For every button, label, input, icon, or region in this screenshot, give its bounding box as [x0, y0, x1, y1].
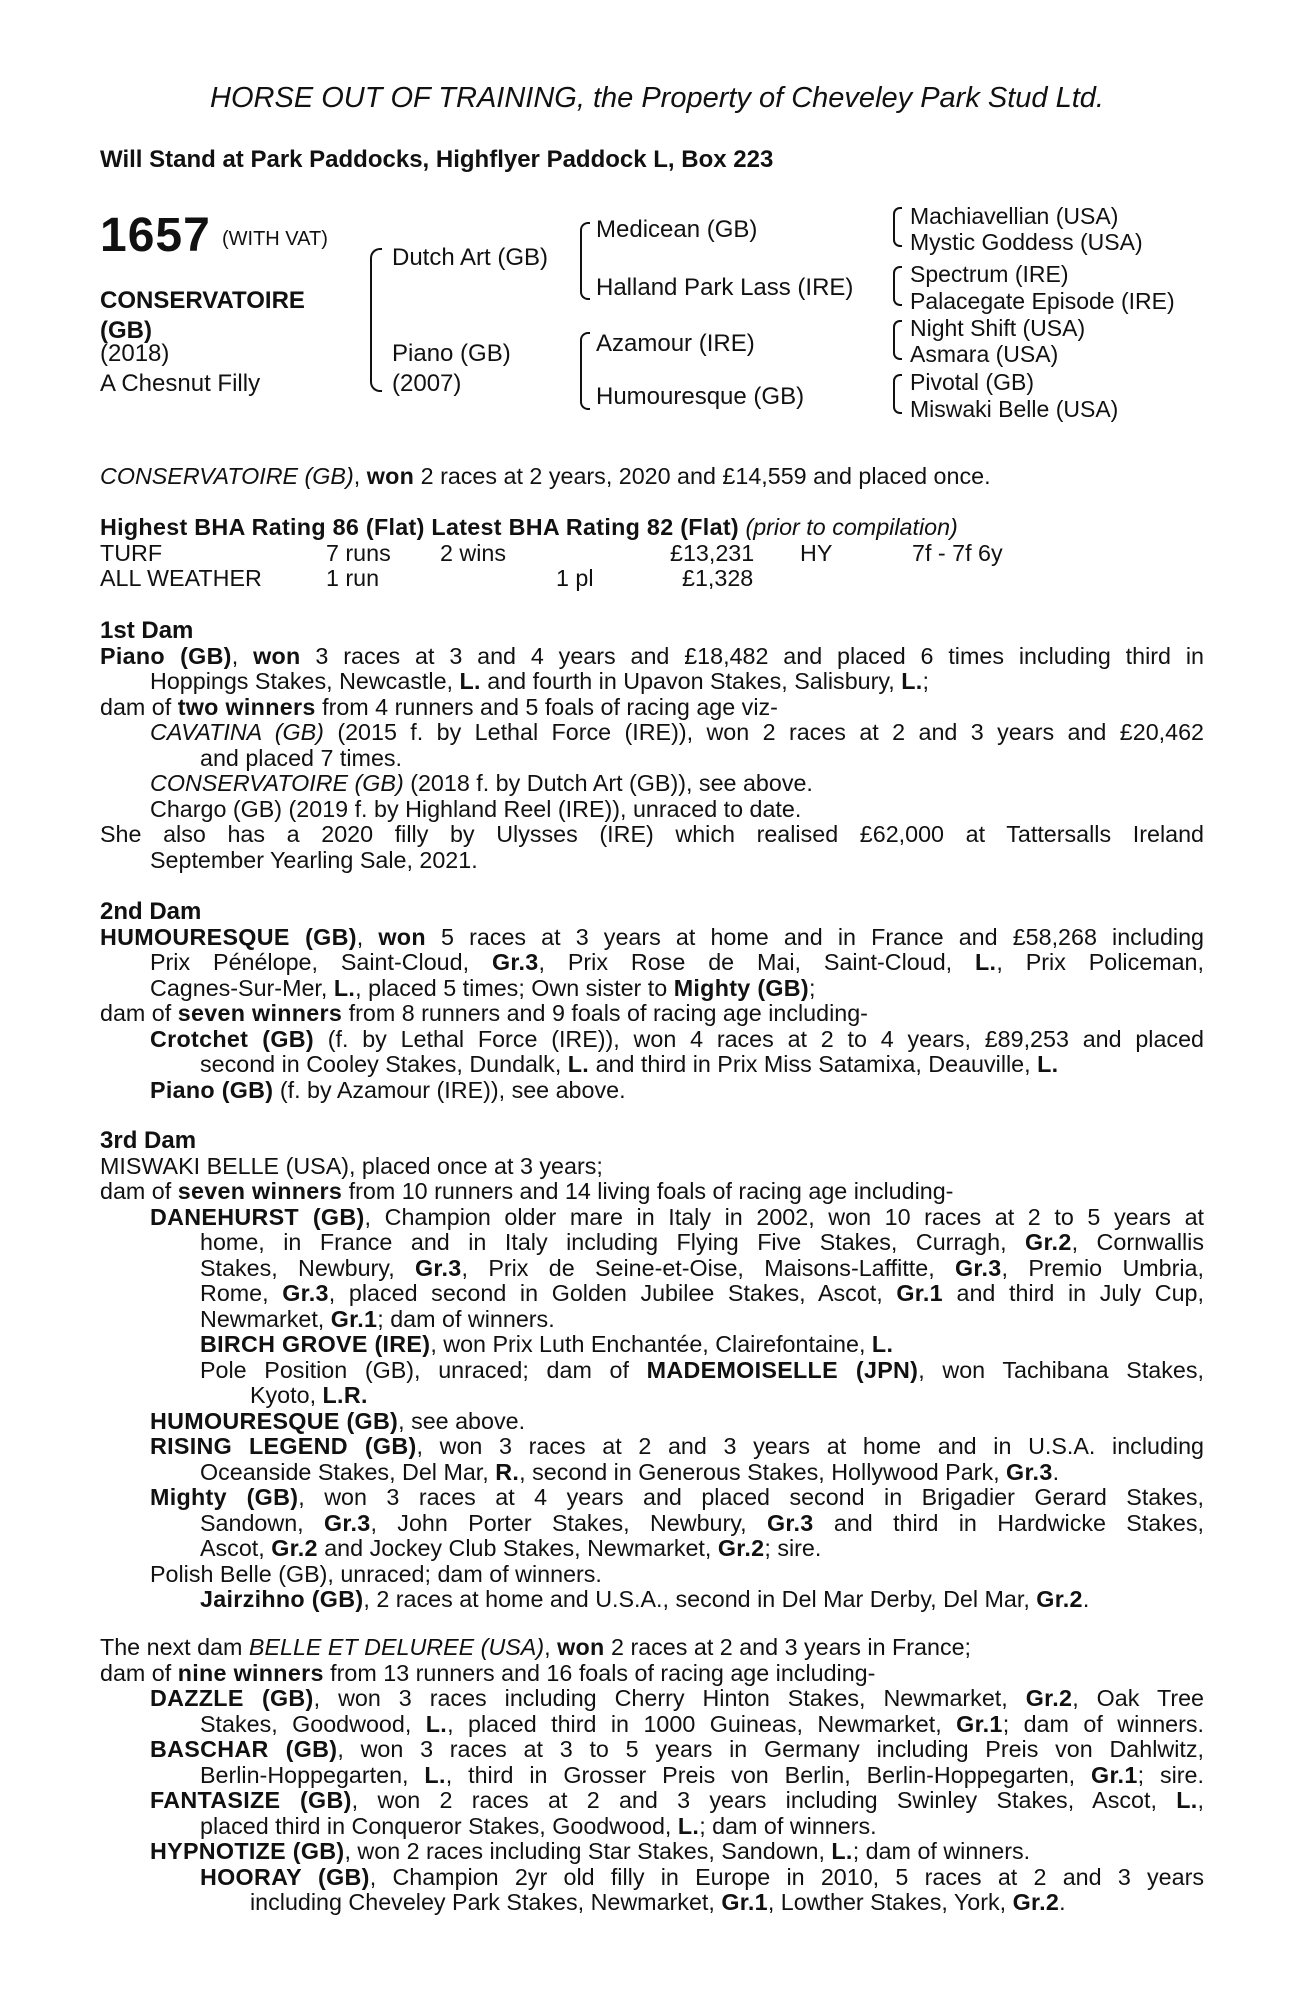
brace-g3-3: [893, 320, 902, 360]
next-l11a: including Cheveley Park Stakes, Newmarket,: [250, 1889, 722, 1915]
dam1-foal-chargo: Chargo (GB) (2019 f. by Highland Reel (IRE)), unraced to date.: [150, 795, 802, 822]
dam3-l14b: , won 3 races at 4 years and placed second in Brigadier Gerard Stakes,: [298, 1484, 1204, 1510]
dam3-name: MISWAKI BELLE (USA), placed once at 3 years;: [100, 1152, 603, 1179]
next-foal-dazzle: DAZZLE (GB): [150, 1685, 314, 1711]
turf-label: TURF: [100, 540, 163, 566]
next-l9c: L.: [831, 1838, 853, 1864]
next-l1c: ,: [544, 1634, 558, 1660]
next-l4c: , placed third in 1000 Guineas, Newmarket,: [447, 1710, 957, 1737]
next-l6b: L.: [424, 1761, 446, 1788]
next-l7d: ,: [1197, 1787, 1205, 1813]
dam3-l13e: .: [1052, 1458, 1060, 1485]
next-l9b: , won 2 races including Star Stakes, Sandown,: [344, 1838, 832, 1864]
dam2-l4a: dam of: [100, 1000, 178, 1026]
next-l2a: dam of: [100, 1659, 178, 1686]
dam3-l18b: , 2 races at home and U.S.A., second in Del Mar Derby, Del Mar,: [363, 1586, 1037, 1612]
g3-horse-1: Machiavellian (USA): [910, 203, 1119, 229]
dam3-foal-humouresque: HUMOURESQUE (GB): [150, 1407, 399, 1434]
aw-label: ALL WEATHER: [100, 565, 262, 591]
vat-label: (WITH VAT): [222, 228, 328, 250]
brace-main: [370, 248, 382, 392]
horse-year: (2018): [100, 340, 170, 367]
aw-amount: £1,328: [682, 565, 754, 591]
dam3-l16b: Gr.2: [271, 1535, 318, 1561]
next-l4d: Gr.1: [956, 1710, 1003, 1737]
dam3-l4a: home, in France and in Italy including Flying Five Stakes, Curragh,: [200, 1229, 1026, 1255]
dam3-l7a: Newmarket,: [200, 1305, 331, 1332]
dam3-l3b: , Champion older mare in Italy in 2002, won 10 races at 2 to 5 years at: [364, 1203, 1204, 1230]
dam2-l6b: L.: [567, 1051, 590, 1077]
dam3-l16a: Ascot,: [200, 1535, 272, 1561]
dam3-l16c: and Jockey Club Stakes, Newmarket,: [317, 1535, 718, 1561]
next-dam-section: [100, 1635, 1204, 1916]
race-summary: CONSERVATOIRE (GB), won 2 races at 2 years, 2020 and £14,559 and placed once.: [100, 463, 991, 489]
next-l2c: from 13 runners and 16 foals of racing age including-: [323, 1659, 876, 1686]
turf-going: HY: [800, 540, 833, 566]
dam1-won: won: [253, 642, 301, 669]
dam3-l2c: from 10 runners and 14 living foals of racing age including-: [342, 1178, 954, 1204]
g3-horse-4: Palacegate Episode (IRE): [910, 288, 1175, 314]
dam2-foal-crotchet: Crotchet (GB): [150, 1025, 314, 1052]
aw-runs: 1 run: [326, 565, 380, 591]
dam2-l3d: Mighty (GB): [673, 974, 809, 1001]
next-l3b: , won 3 races including Cherry Hinton Stakes, Newmarket,: [313, 1685, 1026, 1711]
second-dam-heading: 2nd Dam: [100, 898, 202, 925]
dam2-l2d: L.: [975, 949, 997, 975]
dam3-l13a: Oceanside Stakes, Del Mar,: [200, 1458, 496, 1485]
sire: Dutch Art (GB): [392, 244, 549, 271]
dam3-l6d: Gr.1: [896, 1280, 943, 1306]
dam1-l6b: (2018 f. by Dutch Art (GB)), see above.: [403, 770, 813, 796]
dam3-l5e: , Premio Umbria,: [1001, 1254, 1204, 1281]
dam2-l3e: ;: [808, 974, 816, 1001]
dam1-l2b: L.: [459, 668, 481, 694]
dam1-text: 3 races at 3 and 4 years and £18,482 and placed 6 times including third in: [300, 642, 1204, 669]
next-l11e: .: [1059, 1889, 1066, 1915]
dam3-l7c: ; dam of winners.: [377, 1305, 555, 1332]
next-l10b: , Champion 2yr old filly in Europe in 2010, 5 races at 2 and 3 years: [369, 1863, 1204, 1890]
sire-dam: Halland Park Lass (IRE): [596, 274, 854, 301]
rating-line: [100, 514, 958, 541]
dam1-l9: September Yearling Sale, 2021.: [150, 846, 478, 873]
next-l6d: Gr.1: [1091, 1761, 1138, 1788]
next-l6a: Berlin-Hoppegarten,: [200, 1761, 425, 1788]
third-dam-section: [100, 1128, 1204, 1613]
dam3-foal-danehurst: DANEHURST (GB): [150, 1203, 365, 1230]
dam1-l3c: from 4 runners and 5 foals of racing age viz-: [315, 693, 778, 720]
g3-horse-5: Night Shift (USA): [910, 315, 1086, 341]
brace-g3-1: [893, 207, 902, 247]
dam-year: (2007): [392, 370, 462, 397]
brace-sire: [580, 222, 590, 300]
dam3-l13b: R.: [495, 1458, 520, 1485]
third-dam-heading: 3rd Dam: [100, 1127, 197, 1154]
dam3-l15d: Gr.3: [767, 1509, 814, 1536]
dam1-name: Piano (GB): [100, 642, 232, 669]
dam3-l2a: dam of: [100, 1178, 178, 1204]
brace-g3-4: [893, 374, 902, 414]
turf-runs: 7 runs: [326, 540, 391, 566]
next-winners: nine winners: [177, 1659, 324, 1686]
dam-sire: Azamour (IRE): [596, 330, 755, 357]
g3-horse-8: Miswaki Belle (USA): [910, 396, 1119, 422]
turf-wins: 2 wins: [440, 540, 507, 566]
dam3-foal-mademoiselle: MADEMOISELLE (JPN): [646, 1356, 919, 1383]
dam2-l4c: from 8 runners and 9 foals of racing age including-: [342, 1000, 868, 1026]
next-l6c: , third in Grosser Preis von Berlin, Berlin-Hoppegarten,: [445, 1761, 1092, 1788]
next-l8c: ; dam of winners.: [699, 1812, 877, 1839]
next-l4e: ; dam of winners.: [1002, 1710, 1205, 1737]
dam3-l15c: , John Porter Stakes, Newbury,: [370, 1509, 767, 1536]
g3-horse-3: Spectrum (IRE): [910, 261, 1069, 287]
turf-amount: £13,231: [670, 540, 755, 566]
next-l4a: Stakes, Goodwood,: [200, 1710, 426, 1737]
dam-dam: Humouresque (GB): [596, 383, 805, 410]
dam3-foal-polish-belle: Polish Belle (GB), unraced; dam of winners.: [150, 1560, 602, 1587]
next-l7c: L.: [1176, 1787, 1198, 1813]
next-l3c: Gr.2: [1025, 1685, 1073, 1711]
next-l7b: , won 2 races at 2 and 3 years including Swinley Stakes, Ascot,: [351, 1787, 1177, 1813]
dam3-l5c: , Prix de Seine-et-Oise, Maisons-Laffitte,: [461, 1254, 956, 1281]
dam3-l4b: Gr.2: [1025, 1229, 1072, 1255]
dam2-l3b: L.: [333, 974, 356, 1001]
dam1-l8: She also has a 2020 filly by Ulysses (IRE) which realised £62,000 at Tattersalls Ireland: [100, 821, 1204, 847]
dam2-text: 5 races at 3 years at home and in France and £58,268 including: [425, 923, 1205, 950]
dam1-l4b: (2015 f. by Lethal Force (IRE)), won 2 races at 2 and 3 years and £20,462: [323, 719, 1204, 745]
dam3-l6b: Gr.3: [282, 1280, 329, 1306]
next-l9d: ; dam of winners.: [852, 1838, 1031, 1864]
next-l5b: , won 3 races at 3 to 5 years in Germany including Preis von Dahlwitz,: [337, 1736, 1204, 1762]
horse-description: A Chesnut Filly: [100, 370, 261, 397]
dam1-l3a: dam of: [100, 693, 178, 720]
dam2-l5b: (f. by Lethal Force (IRE)), won 4 races at 2 to 4 years, £89,253 and placed: [313, 1025, 1204, 1052]
dam3-l11b: , see above.: [398, 1407, 526, 1434]
dam1-winners: two winners: [177, 693, 316, 720]
dam2-l7b: (f. by Azamour (IRE)), see above.: [273, 1076, 626, 1103]
dam3-foal-birch-grove: BIRCH GROVE (IRE): [200, 1331, 431, 1357]
next-l8a: placed third in Conqueror Stakes, Goodwood,: [200, 1812, 678, 1839]
dam3-l12b: , won 3 races at 2 and 3 years at home and in U.S.A. including: [416, 1433, 1205, 1459]
stand-location: Will Stand at Park Paddocks, Highflyer Paddock L, Box 223: [100, 146, 774, 173]
next-l4b: L.: [425, 1710, 448, 1737]
dam1-l2c: and fourth in Upavon Stakes, Salisbury,: [480, 668, 902, 694]
dam1-foal-conservatoire: CONSERVATOIRE (GB): [150, 770, 404, 796]
dam3-l15e: and third in Hardwicke Stakes,: [813, 1509, 1204, 1536]
next-foal-baschar: BASCHAR (GB): [150, 1736, 338, 1762]
dam3-l15b: Gr.3: [323, 1509, 371, 1536]
dam2-l3c: , placed 5 times; Own sister to: [355, 974, 674, 1001]
summary-won: won: [366, 463, 415, 489]
brace-dam: [580, 332, 590, 410]
dam3-l16d: Gr.2: [717, 1535, 765, 1561]
dam1-foal-cavatina: CAVATINA (GB): [150, 719, 324, 745]
dam3-foal-mighty: Mighty (GB): [150, 1484, 299, 1510]
next-foal-hypnotize: HYPNOTIZE (GB): [150, 1838, 345, 1864]
dam2-l3a: Cagnes-Sur-Mer,: [150, 974, 334, 1001]
dam3-l9c: , won Tachibana Stakes,: [918, 1356, 1204, 1383]
rating-note: (prior to compilation): [745, 514, 958, 540]
next-l11c: , Lowther Stakes, York,: [767, 1889, 1013, 1915]
dam1-l2e: ;: [922, 668, 930, 694]
dam3-l8c: L.: [871, 1331, 894, 1357]
dam3-l9a: Pole Position (GB), unraced; dam of: [200, 1356, 647, 1383]
next-l8b: L.: [677, 1812, 700, 1839]
turf-distance: 7f - 7f 6y: [912, 540, 1003, 566]
first-dam-heading: 1st Dam: [100, 617, 194, 644]
next-l6e: ; sire.: [1137, 1761, 1204, 1788]
next-dam-name: BELLE ET DELUREE (USA): [248, 1634, 545, 1660]
dam2-l6c: and third in Prix Miss Satamixa, Deauville,: [589, 1051, 1038, 1077]
dam3-l4c: , Cornwallis: [1071, 1229, 1205, 1255]
dam3-l5a: Stakes, Newbury,: [200, 1254, 415, 1281]
summary-text: 2 races at 2 years, 2020 and £14,559 and placed once.: [414, 463, 991, 489]
dam3-l6c: , placed second in Golden Jubilee Stakes, Ascot,: [328, 1280, 897, 1306]
dam2-l6a: second in Cooley Stakes, Dundalk,: [200, 1051, 568, 1077]
g3-horse-7: Pivotal (GB): [910, 369, 1034, 395]
rating-heading: Highest BHA Rating 86 (Flat) Latest BHA Rating 82 (Flat): [100, 514, 739, 540]
aw-placed: 1 pl: [556, 565, 594, 591]
dam1-l5: and placed 7 times.: [200, 744, 403, 771]
next-foal-fantasize: FANTASIZE (GB): [150, 1787, 352, 1813]
next-l3d: , Oak Tree: [1072, 1685, 1204, 1711]
dam3-l10a: Kyoto,: [250, 1382, 323, 1408]
dam2-winners: seven winners: [177, 1000, 343, 1026]
dam2-l6d: L.: [1037, 1051, 1059, 1077]
first-dam-section: 1st Dam Piano (GB), won 3 races at 3 and 4 years and £18,482 and placed 6 times including third in Hoppings Stakes, Newcastle, L. and fourth in Upavon Stakes, Salisbury, L.; dam of two winners from 4 runners and 5 foals of racing age viz- CAVATINA (GB) (2015 f. by Lethal Force (IRE)), won 2 races at 2 and 3 years and £20,462 and placed 7 times. CONSERVATOIRE (GB) (2018 f. by Dutch Art (GB)), see above. Chargo (GB) (2019 f. by Highland Reel (IRE)), unraced to date. She also has a 2020 filly by Ulysses (IRE) which realised £62,000 at Tattersalls Ireland September Yearling Sale, 2021.: [100, 617, 1204, 873]
dam3-l10b: L.R.: [322, 1382, 368, 1408]
second-dam-section: 2nd Dam HUMOURESQUE (GB), won 5 races at 3 years at home and in France and £58,268 including Prix Pénélope, Saint-Cloud, Gr.3, Prix Rose de Mai, Saint-Cloud, L., Prix Policeman, Cagnes-Sur-Mer, L., placed 5 times; Own sister to Mighty (GB); dam of seven winners from 8 runners and 9 foals of racing age including- Crotchet (GB) (f. by Lethal Force (IRE)), won 4 races at 2 to 4 years, £89,253 and placed second in Cooley Stakes, Dundalk, L. and third in Prix Miss Satamixa, Deauville, L. Piano (GB) (f. by Azamour (IRE)), see above.: [100, 898, 1205, 1103]
g3-horse-2: Mystic Goddess (USA): [910, 229, 1143, 255]
page-title: HORSE OUT OF TRAINING, the Property of Cheveley Park Stud Ltd.: [210, 82, 1104, 114]
horse-name: CONSERVATOIRE (GB): [100, 287, 305, 344]
dam3-l13d: Gr.3: [1006, 1458, 1053, 1485]
lot-number: 1657: [100, 209, 211, 262]
dam2-l2a: Prix Pénélope, Saint-Cloud,: [150, 949, 492, 975]
dam3-winners: seven winners: [177, 1178, 343, 1204]
dam1-l2a: Hoppings Stakes, Newcastle,: [150, 668, 460, 694]
brace-g3-2: [893, 266, 902, 306]
dam3-l16e: ; sire.: [764, 1535, 822, 1561]
dam: Piano (GB): [392, 340, 511, 367]
next-l11d: Gr.2: [1012, 1889, 1060, 1915]
dam3-l15a: Sandown,: [200, 1509, 324, 1536]
dam2-foal-piano: Piano (GB): [150, 1076, 274, 1103]
summary-name: CONSERVATOIRE (GB): [100, 463, 354, 489]
dam3-foal-jairzihno: Jairzihno (GB): [200, 1586, 364, 1612]
dam1-l2d: L.: [901, 668, 923, 694]
next-l11b: Gr.1: [721, 1889, 768, 1915]
dam2-l2c: , Prix Rose de Mai, Saint-Cloud,: [538, 949, 976, 975]
next-l1e: 2 races at 2 and 3 years in France;: [604, 1634, 972, 1660]
dam3-l5b: Gr.3: [415, 1254, 462, 1281]
sire-sire: Medicean (GB): [596, 216, 758, 243]
dam3-l18d: .: [1082, 1586, 1090, 1612]
g3-horse-6: Asmara (USA): [910, 341, 1059, 367]
dam3-foal-rising-legend: RISING LEGEND (GB): [150, 1433, 417, 1459]
dam3-l6a: Rome,: [200, 1280, 283, 1306]
dam2-l2e: , Prix Policeman,: [996, 949, 1204, 975]
dam3-l18c: Gr.2: [1036, 1586, 1083, 1612]
dam2-name: HUMOURESQUE (GB): [100, 923, 357, 950]
next-l1a: The next dam: [100, 1634, 249, 1660]
dam3-l7b: Gr.1: [330, 1305, 378, 1332]
dam3-l8b: , won Prix Luth Enchantée, Clairefontaine,: [430, 1331, 872, 1357]
dam2-l2b: Gr.3: [491, 949, 539, 975]
dam3-l6e: and third in July Cup,: [942, 1280, 1204, 1306]
next-won: won: [557, 1634, 605, 1660]
next-foal-hooray: HOORAY (GB): [200, 1863, 370, 1890]
dam3-l5d: Gr.3: [955, 1254, 1002, 1281]
dam3-l13c: , second in Generous Stakes, Hollywood Park,: [519, 1458, 1007, 1485]
dam2-won: won: [378, 923, 426, 950]
